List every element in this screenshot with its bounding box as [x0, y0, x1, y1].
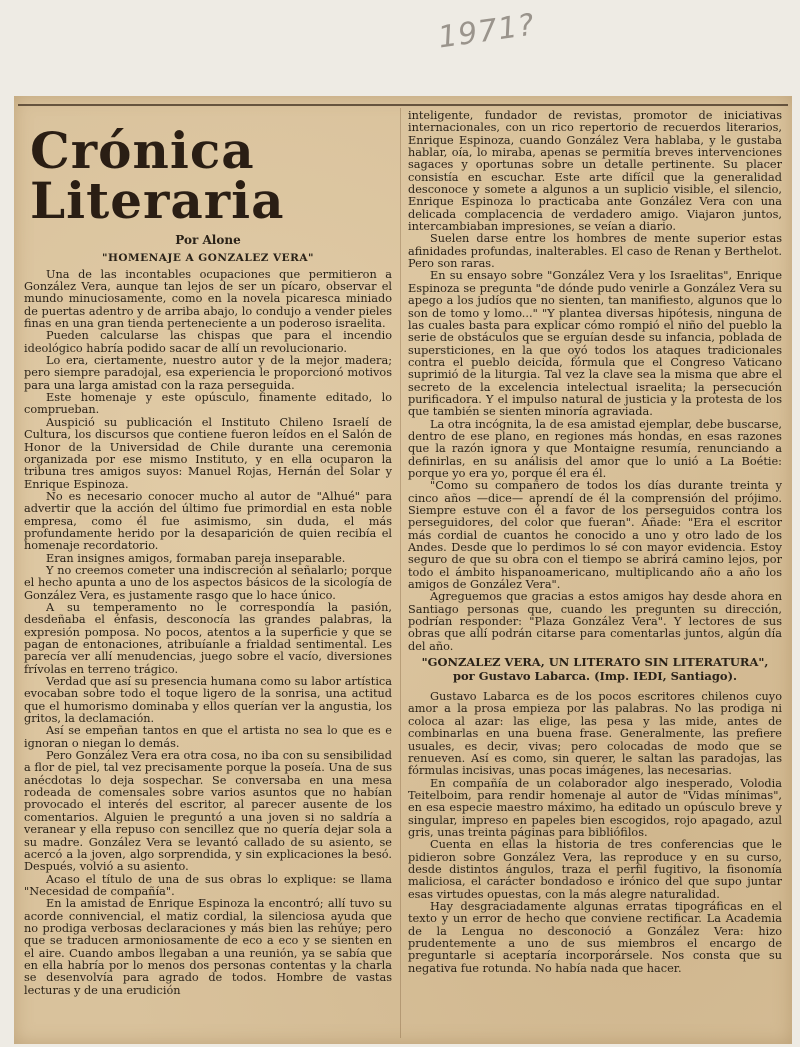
paragraph: Pueden calcularse las chispas que para el incendio ideológico habría podido sacar de allí un revolucionario. [24, 329, 392, 355]
right-body-b [408, 691, 782, 975]
paragraph: En su ensayo sobre "González Vera y los Israelitas", Enrique Espinoza se pregunta "de dónde pudo venirle a González Vera su apego a los judíos que no sienten, tan manifiesto, algunos que lo son de tomo y lomo..." "Y plantea diversas hipótesis, ninguna de las cuales basta para explicar cómo rompió el niño del pueblo la serie de obstáculos que se erguían desde su infancia, poblada de supersticiones, en la que oyó todos los ataques tradicionales contra el pueblo deicida, fórmula que el Congreso Vaticano suprimió de la liturgia. Tal vez la clave sea la misma que abre el secreto de la excelencia intelectual israelita; la persecución purificadora. Y el impulso natural de justicia y la protesta de los que también se sienten minoría agraviada. [408, 269, 782, 419]
paragraph: Una de las incontables ocupaciones que permitieron a González Vera, aunque tan lejos de ser un pícaro, observar el mundo minuciosamente, como en la novela picaresca miniado de puertas adentro y de arriba abajo, lo condujo a vender pieles finas en una gran tienda perteneciente a un poderoso israelita. [24, 267, 392, 331]
right-column [408, 110, 782, 1036]
paragraph: A su temperamento no le correspondía la pasión, desdeñaba el énfasis, desconocía las grandes palabras, la expresión pomposa. No pocos, atentos a la superficie y que se pagan de entonaciones, atribuíanle a frialdad sentimental. Les parecía ver allí menudencias, juego sobre el vacío, diversiones frívolas en terreno trágico. [24, 600, 392, 676]
paragraph: Eran insignes amigos, formaban pareja inseparable. [46, 551, 346, 565]
left-body [24, 269, 392, 997]
title-line: Literaria [30, 171, 285, 230]
paragraph: Este homenaje y este opúsculo, finamente editado, lo comprueban. [24, 391, 392, 417]
paragraph: En compañía de un colaborador algo inesperado, Volodia Teitelboim, para rendir homenaje al autor de "Vidas mínimas", en esa especie maestro máximo, ha editado un opúsculo breve y singular, impreso en papeles bien escogidos, rojo apagado, azul gris, unas treinta páginas para bibliófilos. [408, 776, 782, 839]
review-title: "GONZALEZ VERA, UN LITERATO SIN LITERATURA", [421, 655, 769, 670]
byline: Por Alone [175, 233, 241, 247]
right-body-a [408, 110, 782, 653]
paragraph: En la amistad de Enrique Espinoza la encontró; allí tuvo su acorde connivencial, el matiz cordial, la silenciosa ayuda que no prodiga verbosas declaraciones y más bien las rehúye; pero que se traducen armoniosamente de eco a eco y se sienten en el aire. Cuando ambos llegaban a una reunión, ya se sabía que en ella habría por lo menos dos personas contentas y la charla se desenvolvía para agrado de todos. Hombre de vastas lecturas y de una erudición [24, 897, 392, 997]
paragraph: Agreguemos que gracias a estos amigos hay desde ahora en Santiago personas que, cuando les pregunten su dirección, podrían responder: "Plaza González Vera". Y lectores de sus obras que allí podrán citarse para comentarlas juntos, algún día del año. [408, 590, 782, 653]
column-fold [400, 108, 401, 1038]
top-rule [18, 104, 788, 106]
paragraph: Cuenta en ellas la historia de tres conferencias que le pidieron sobre González Vera, las reproduce y en su curso, desde distintos ángulos, traza el perfil fugitivo, la fisonomía maliciosa, el carácter bondadoso e irónico del que supo juntar esas virtudes opuestas, con la más alegre naturalidad. [408, 838, 782, 901]
paragraph: inteligente, fundador de revistas, promotor de iniciativas internacionales, con un rico repertorio de recuerdos literarios, Enrique Espinoza, cuando González Vera hablaba, y le gustaba hablar, oía, lo miraba, apenas se permitía breves intervenciones sagaces y oportunas sobre un detalle pertinente. Su placer consistía en escuchar. Este arte difícil que la generalidad desconoce y somete a algunos a un suplicio visible, el silencio, Enrique Espinoza lo practicaba ante González Vera con una delicada complacencia de verdadero amigo. Viajaron juntos, intercambiaban impresiones, se veían a diario. [408, 110, 782, 234]
review-heading [408, 655, 782, 683]
paragraph: Pero González Vera era otra cosa, no iba con su sensibilidad a flor de piel, tal vez precisamente porque la poseía. Una de sus anécdotas lo deja sospechar. Se conversaba en una mesa rodeada de comensales sobre varios asuntos que no habían provocado el interés del escritor, al parecer ausente de los comentarios. Alguien le preguntó a una joven si no saldría a veranear y ella repuso con sencillez que no quería dejar sola a su madre. González Vera se levantó callado de su asiento, se acercó a la joven, algo sorprendida, y sin explicaciones la besó. Después, volvió a su asiento. [24, 749, 392, 874]
title-line: Crónica [30, 121, 255, 180]
paragraph: Lo era, ciertamente, nuestro autor y de la mejor madera; pero siempre paradojal, esa experiencia le proporcionó motivos para una larga amistad con la raza perseguida. [24, 354, 392, 392]
paragraph: Gustavo Labarca es de los pocos escritores chilenos cuyo amor a la prosa empieza por las palabras. No las prodiga ni coloca al azar: las elige, las pesa y las mide, antes de combinarlas en una buena frase. Generalmente, las prefiere usuales, es decir, vivas; pero colocadas de modo que se renueven. Así es como, sin querer, le saltan las paradojas, las fórmulas incisivas, unas pocas imágenes, las necesarias. [408, 690, 782, 778]
paragraph: Así se empeñan tantos en que el artista no sea lo que es e ignoran o niegan lo demás. [24, 724, 392, 750]
left-column [24, 116, 392, 1036]
handwritten-date-annotation: 1971? [436, 7, 538, 56]
paragraph: Auspició su publicación el Instituto Chileno Israelí de Cultura, los discursos que contiene fueron leídos en el Salón de Honor de la Universidad de Chile durante una ceremonia organizada por ese mismo Instituto, y en ella ocuparon la tribuna tres amigos suyos: Manuel Rojas, Hernán del Solar y Enrique Espinoza. [24, 415, 392, 491]
paragraph: Acaso el título de una de sus obras lo explique: se llama "Necesidad de compañía". [24, 872, 392, 898]
paragraph: "Como su compañero de todos los días durante treinta y cinco años —dice— aprendí de él la comprensión del prójimo. Siempre estuve con él a favor de los perseguidos contra los perseguidores, del color que fueran". Añade: "Era el escritor más cordial de cuantos he conocido a uno y otro lado de los Andes. Desde que lo perdimos lo sé con mayor evidencia. Estoy seguro de que su obra con el tiempo se abrirá camino lejos, por todo el ámbito hispanoamericano, multiplicando año a año los amigos de González Vera". [408, 479, 782, 592]
review-author: por Gustavo Labarca. (Imp. IEDI, Santiago). [452, 669, 738, 684]
paragraph: Suelen darse entre los hombres de mente superior estas afinidades profundas, inalterables. El caso de Renan y Berthelot. Pero son raras. [408, 232, 782, 271]
section-heading: "HOMENAJE A GONZALEZ VERA" [101, 252, 315, 265]
paragraph: Hay desgraciadamente algunas erratas tipográficas en el texto y un error de hecho que conviene rectificar. La Academia de la Lengua no desconoció a González Vera: hizo prudentemente a uno de sus miembros el encargo de preguntarle si aceptaría incorporársele. Nos consta que su negativa fue rotunda. No había nada que hacer. [408, 899, 782, 975]
paragraph: Verdad que así su presencia humana como su labor artística evocaban sobre todo el toque ligero de la sonrisa, una actitud que el humorismo dominaba y ellos querían ver la angustia, los gritos, la declamación. [24, 675, 392, 726]
paragraph: La otra incógnita, la de esa amistad ejemplar, debe buscarse, dentro de ese plano, en regiones más hondas, en esas razones que la razón ignora y que Montaigne resumía, renunciando a definirlas, en su análisis del amor que lo unió a La Boétie: porque yo era yo, porque él era él. [408, 417, 782, 480]
article-title [30, 121, 392, 230]
paragraph: Y no creemos cometer una indiscreción al señalarlo; porque el hecho apunta a uno de los aspectos básicos de la sicología de González Vera, es justamente rasgo que lo hace único. [24, 563, 392, 602]
paragraph: No es necesario conocer mucho al autor de "Alhué" para advertir que la acción del último fue primordial en esta noble empresa, como él fue asimismo, sin duda, el más profundamente herido por la desaparición de quien recibía el homenaje recordatorio. [24, 489, 392, 553]
newspaper-clipping [14, 96, 792, 1044]
